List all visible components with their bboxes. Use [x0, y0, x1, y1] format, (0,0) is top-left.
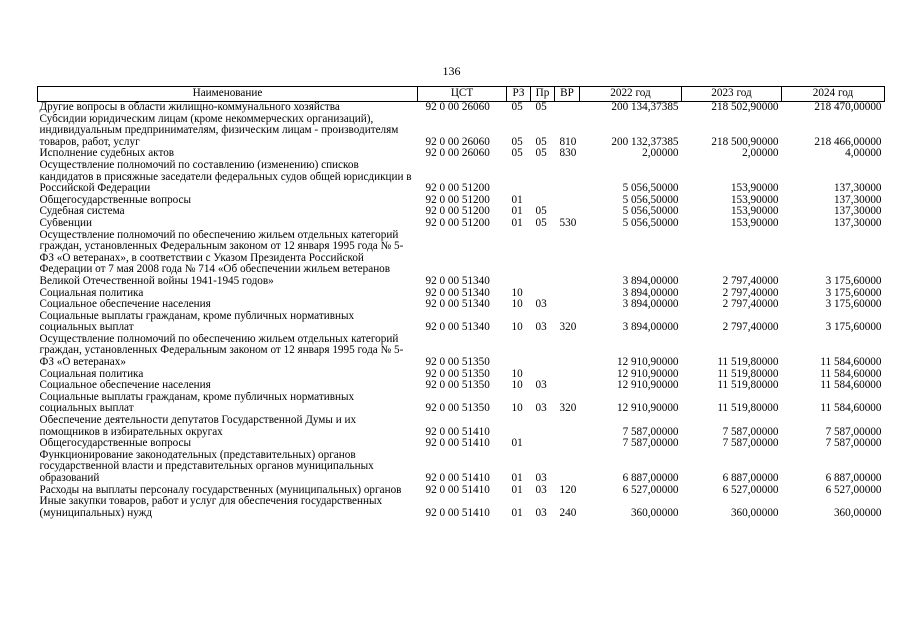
row-2023: 218 502,90000 [711, 101, 779, 113]
row-cst: 92 0 00 51200 [425, 217, 490, 229]
row-pr [531, 288, 555, 300]
row-rz: 10 [511, 287, 523, 299]
row-2022: 5 056,50000 [622, 217, 679, 229]
row-2024: 6 887,00000 [825, 472, 882, 484]
row-name: Исполнение судебных актов [39, 148, 175, 160]
row-2023: 7 587,00000 [722, 425, 779, 438]
row-2024: 218 466,00000 [814, 135, 882, 148]
row-2024: 11 584,60000 [820, 356, 882, 369]
row-vr [555, 288, 580, 300]
row-2023: 360,00000 [730, 506, 779, 519]
row-pr [531, 334, 555, 369]
table-row [38, 206, 885, 218]
row-2023: 153,90000 [730, 194, 779, 206]
row-pr [531, 415, 555, 438]
row-cst: 92 0 00 51410 [425, 472, 490, 484]
row-2024: 7 587,00000 [825, 438, 882, 450]
row-vr: 120 [559, 484, 577, 496]
row-vr [555, 369, 580, 381]
row-pr: 05 [535, 101, 547, 113]
row-rz: 05 [511, 148, 523, 160]
row-cst: 92 0 00 51200 [425, 194, 490, 206]
row-rz [507, 230, 531, 288]
row-rz: 10 [511, 321, 523, 334]
row-vr [555, 195, 580, 207]
row-pr: 05 [535, 217, 547, 229]
header-2022: 2022 год [580, 87, 682, 102]
header-2024: 2024 год [782, 87, 885, 102]
row-cst: 92 0 00 51410 [425, 438, 490, 450]
row-2023: 2,00000 [742, 148, 779, 160]
row-name: Иные закупки товаров, работ и услуг для обеспечения государственных (муниципальных) нужд [39, 496, 383, 519]
row-2024: 6 527,00000 [825, 484, 882, 496]
table-row [38, 334, 885, 369]
row-rz: 01 [511, 194, 523, 206]
table-row [38, 392, 885, 415]
row-vr [555, 415, 580, 438]
row-cst: 92 0 00 51350 [425, 380, 490, 392]
row-vr: 240 [559, 506, 577, 519]
row-2023: 218 500,90000 [711, 135, 779, 148]
row-2023: 11 519,80000 [717, 356, 779, 369]
row-vr [555, 450, 580, 485]
row-rz: 01 [511, 472, 523, 484]
row-name: Социальная политика [39, 287, 144, 299]
row-vr: 810 [559, 135, 577, 148]
table-row [38, 288, 885, 300]
table-header-row [38, 87, 885, 102]
row-vr [555, 206, 580, 218]
row-2023: 6 527,00000 [722, 484, 779, 496]
row-vr [555, 334, 580, 369]
header-vr: ВР [555, 87, 580, 102]
row-cst: 92 0 00 51350 [425, 368, 490, 380]
row-pr: 03 [535, 506, 547, 519]
row-2024: 3 175,60000 [825, 321, 882, 334]
row-name: Социальное обеспечение населения [39, 380, 211, 392]
row-2023: 153,90000 [730, 217, 779, 229]
row-cst: 92 0 00 51340 [425, 287, 490, 299]
table-row [38, 160, 885, 195]
row-pr: 05 [535, 148, 547, 160]
row-rz: 05 [511, 101, 523, 113]
row-pr: 03 [535, 472, 547, 484]
row-vr [555, 438, 580, 450]
table-row [38, 299, 885, 311]
row-2022: 200 132,37385 [611, 135, 679, 148]
row-2023: 153,90000 [730, 182, 779, 195]
row-vr [555, 299, 580, 311]
row-rz: 01 [511, 506, 523, 519]
row-cst: 92 0 00 51410 [425, 506, 490, 519]
row-2023: 2 797,40000 [722, 274, 779, 287]
row-name: Другие вопросы в области жилищно-коммунального хозяйства [39, 101, 340, 113]
row-pr [531, 160, 555, 195]
table-row [38, 438, 885, 450]
row-2024: 137,30000 [833, 217, 882, 229]
row-pr [531, 195, 555, 207]
row-2022: 12 910,90000 [616, 380, 679, 392]
row-vr: 530 [559, 217, 577, 229]
row-2022: 3 894,00000 [622, 321, 679, 334]
row-2024: 137,30000 [833, 182, 882, 195]
row-vr [555, 230, 580, 288]
row-2022: 6 527,00000 [622, 484, 679, 496]
table-row [38, 218, 885, 230]
row-cst: 92 0 00 51410 [425, 425, 490, 438]
header-rz: РЗ [507, 87, 531, 102]
header-pr: Пр [531, 87, 555, 102]
row-2022: 12 910,90000 [616, 356, 679, 369]
row-cst: 92 0 00 51340 [425, 299, 490, 311]
row-2024: 11 584,60000 [820, 368, 882, 380]
row-rz [507, 160, 531, 195]
row-name: Социальная политика [39, 368, 144, 380]
table-row [38, 369, 885, 381]
page-number: 136 [442, 64, 461, 78]
table-body [38, 102, 885, 520]
table-row [38, 195, 885, 207]
table-row [38, 496, 885, 519]
row-name: Обеспечение деятельности депутатов Государственной Думы и их помощников в избирательных округах [39, 415, 357, 438]
row-pr [531, 438, 555, 450]
row-vr [555, 380, 580, 392]
row-name: Осуществление полномочий по обеспечению жильем отдельных категорий граждан, установленных Федеральным законом от 12 января 1995 года № 5-ФЗ «О ветеранах», в соответствии с Указом Президента Российской Федерации от 7 мая 2008 года № 714 «Об обеспечении жильем ветеранов Великой Отечественной войны 1941-1945 годов» [39, 229, 404, 287]
row-2022: 3 894,00000 [622, 299, 679, 311]
row-2022: 2,00000 [642, 148, 679, 160]
row-2022: 7 587,00000 [622, 425, 679, 438]
row-cst: 92 0 00 51410 [425, 484, 490, 496]
row-vr [555, 160, 580, 195]
row-pr: 05 [535, 206, 547, 218]
row-name: Расходы на выплаты персоналу государственных (муниципальных) органов [39, 484, 402, 496]
row-2022: 3 894,00000 [622, 274, 679, 287]
row-pr: 03 [535, 402, 547, 415]
row-rz: 01 [511, 484, 523, 496]
row-vr [555, 102, 580, 114]
row-2022: 12 910,90000 [616, 368, 679, 380]
row-2024: 137,30000 [833, 194, 882, 206]
header-2023: 2023 год [682, 87, 782, 102]
row-name: Социальное обеспечение населения [39, 299, 211, 311]
row-2022: 3 894,00000 [622, 287, 679, 299]
row-2023: 2 797,40000 [722, 321, 779, 334]
row-pr [531, 230, 555, 288]
table-row [38, 450, 885, 485]
row-cst: 92 0 00 26060 [425, 101, 490, 113]
row-cst: 92 0 00 51340 [425, 321, 490, 334]
row-name: Судебная система [39, 206, 125, 218]
row-2024: 3 175,60000 [825, 274, 882, 287]
table-row [38, 311, 885, 334]
row-rz: 01 [511, 217, 523, 229]
row-2023: 153,90000 [730, 206, 779, 218]
row-2024: 7 587,00000 [825, 425, 882, 438]
row-pr [531, 369, 555, 381]
row-rz: 10 [511, 368, 523, 380]
row-rz: 01 [511, 438, 523, 450]
header-name: Наименование [38, 87, 418, 102]
row-2023: 11 519,80000 [717, 402, 779, 415]
row-cst: 92 0 00 26060 [425, 148, 490, 160]
table-row [38, 102, 885, 114]
row-2022: 12 910,90000 [616, 402, 679, 415]
row-2024: 4,00000 [845, 148, 882, 160]
row-2022: 360,00000 [630, 506, 679, 519]
table-row [38, 415, 885, 438]
row-cst: 92 0 00 51200 [425, 182, 490, 195]
row-2022: 6 887,00000 [622, 472, 679, 484]
row-name: Социальные выплаты гражданам, кроме публичных нормативных социальных выплат [39, 310, 355, 334]
row-rz: 05 [511, 135, 523, 148]
row-name: Общегосударственные вопросы [39, 438, 192, 450]
row-cst: 92 0 00 26060 [425, 135, 490, 148]
budget-table [37, 86, 885, 519]
row-vr: 320 [559, 402, 577, 415]
row-pr: 03 [535, 484, 547, 496]
row-2023: 7 587,00000 [722, 438, 779, 450]
row-2024: 137,30000 [833, 206, 882, 218]
row-rz: 01 [511, 206, 523, 218]
row-pr: 05 [535, 135, 547, 148]
table-row [38, 114, 885, 149]
row-name: Функционирование законодательных (представительных) органов государственной власти и представительных органов муниципальных образований [39, 449, 374, 484]
row-cst: 92 0 00 51200 [425, 206, 490, 218]
table-row [38, 230, 885, 288]
row-name: Осуществление полномочий по составлению (изменению) списков кандидатов в присяжные заседатели федеральных судов общей юрисдикции в Российской Федерации [39, 159, 412, 195]
row-cst: 92 0 00 51350 [425, 402, 490, 415]
row-2024: 11 584,60000 [820, 402, 882, 415]
row-2022: 5 056,50000 [622, 206, 679, 218]
row-2023: 11 519,80000 [717, 368, 779, 380]
row-name: Субсидии юридическим лицам (кроме некоммерческих организаций), индивидуальным предпринимателям, физическим лицам - производителям товаров, работ, услуг [39, 113, 399, 148]
row-name: Социальные выплаты гражданам, кроме публичных нормативных социальных выплат [39, 391, 355, 415]
row-2024: 218 470,00000 [814, 101, 882, 113]
row-2024: 11 584,60000 [820, 380, 882, 392]
row-vr: 320 [559, 321, 577, 334]
row-cst: 92 0 00 51340 [425, 274, 490, 287]
row-2023: 11 519,80000 [717, 380, 779, 392]
row-pr: 03 [535, 380, 547, 392]
row-2022: 7 587,00000 [622, 438, 679, 450]
row-cst: 92 0 00 51350 [425, 356, 490, 369]
row-rz: 10 [511, 380, 523, 392]
header-cst: ЦСТ [418, 87, 507, 102]
row-2023: 2 797,40000 [722, 287, 779, 299]
row-2024: 3 175,60000 [825, 299, 882, 311]
row-2024: 3 175,60000 [825, 287, 882, 299]
row-pr: 03 [535, 321, 547, 334]
row-2022: 5 056,50000 [622, 194, 679, 206]
row-2022: 200 134,37385 [611, 101, 679, 113]
row-2024: 360,00000 [833, 506, 882, 519]
row-rz [507, 415, 531, 438]
row-pr: 03 [535, 299, 547, 311]
row-rz: 10 [511, 402, 523, 415]
table-row [38, 380, 885, 392]
row-2023: 2 797,40000 [722, 299, 779, 311]
row-rz [507, 334, 531, 369]
table-row [38, 485, 885, 497]
row-name: Субвенции [39, 217, 92, 229]
row-name: Осуществление полномочий по обеспечению жильем отдельных категорий граждан, установленных Федеральным законом от 12 января 1995 года № 5-ФЗ «О ветеранах» [39, 333, 404, 369]
row-name: Общегосударственные вопросы [39, 194, 192, 206]
row-vr: 830 [559, 148, 577, 160]
row-2022: 5 056,50000 [622, 182, 679, 195]
row-rz: 10 [511, 299, 523, 311]
table-row [38, 148, 885, 160]
row-2023: 6 887,00000 [722, 472, 779, 484]
